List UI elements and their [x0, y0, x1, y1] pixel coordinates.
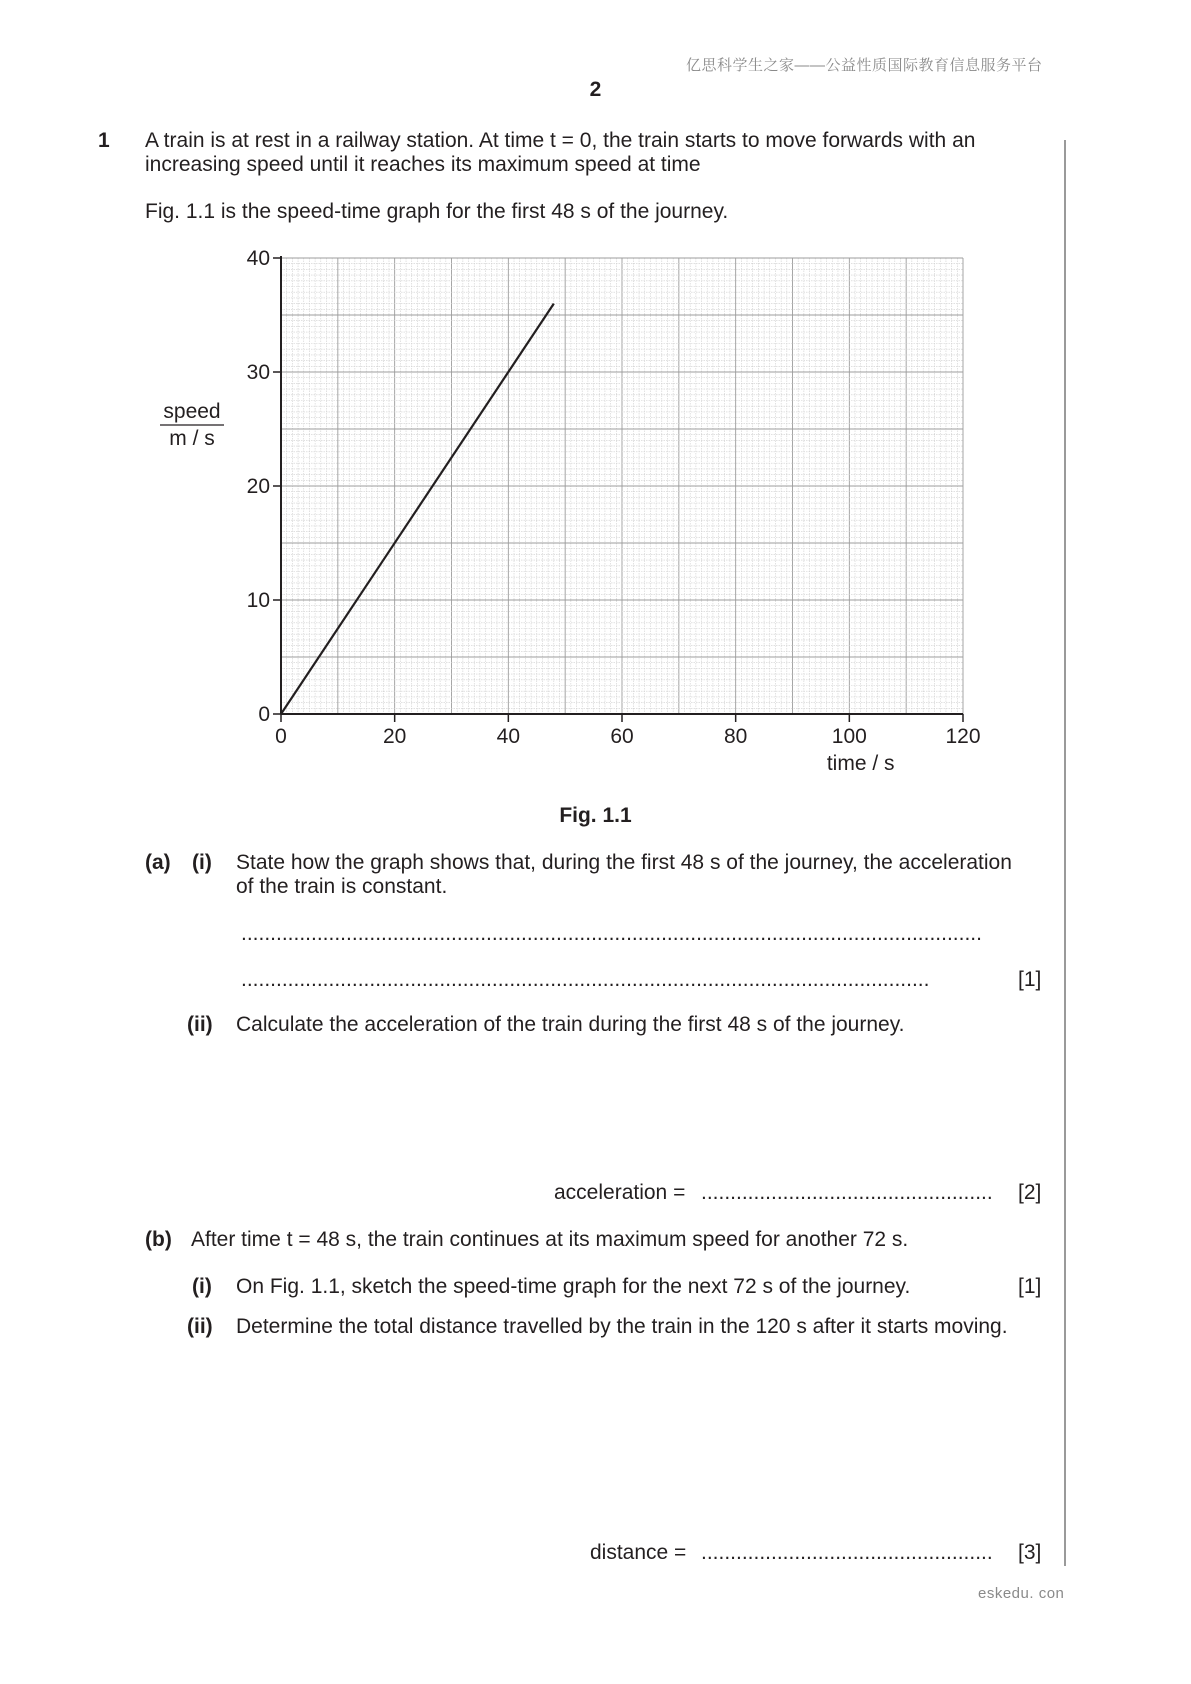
part-a-i-label: (i) [192, 851, 212, 874]
part-b-label: (b) [145, 1228, 172, 1251]
page-number: 2 [589, 78, 602, 101]
part-a-ii-text: Calculate the acceleration of the train during the first 48 s of the journey. [236, 1013, 905, 1036]
question-intro-line2: increasing speed until it reaches its maximum speed at time [145, 153, 701, 176]
speed-time-chart [150, 244, 981, 784]
acceleration-label: acceleration = [554, 1181, 686, 1204]
answer-line-1: ............................................................................................................................... [241, 922, 982, 945]
y-axis-label-top: speed [163, 400, 221, 423]
x-axis-label: time / s [826, 752, 895, 775]
part-a-label: (a) [145, 851, 171, 874]
part-b-i-text: On Fig. 1.1, sketch the speed-time graph for the next 72 s of the journey. [236, 1275, 911, 1298]
distance-answer-line: .................................................. [701, 1541, 993, 1564]
y-tick-label: 30 [246, 361, 270, 384]
acceleration-answer-line: .................................................. [701, 1181, 993, 1204]
part-a-i-text-line1: State how the graph shows that, during the first 48 s of the journey, the acceleration [236, 851, 1012, 874]
y-tick-label: 20 [246, 475, 270, 498]
question-number: 1 [98, 129, 110, 152]
part-b-text: After time t = 48 s, the train continues at its maximum speed for another 72 s. [191, 1228, 909, 1251]
y-axis-label-bottom: m / s [169, 427, 215, 450]
part-a-i-marks: [1] [1018, 968, 1042, 991]
part-b-i-label: (i) [192, 1275, 212, 1298]
part-a-i-text-line2: of the train is constant. [236, 875, 448, 898]
x-tick-label: 60 [610, 725, 634, 748]
answer-line-2: ...................................................................................................................... [241, 968, 930, 991]
x-tick-label: 80 [723, 725, 748, 748]
y-tick-label: 40 [246, 247, 270, 270]
x-tick-label: 120 [945, 725, 981, 748]
part-b-ii-label: (ii) [187, 1315, 213, 1338]
part-b-ii-text: Determine the total distance travelled by the train in the 120 s after it starts moving. [236, 1315, 1008, 1338]
figure-intro: Fig. 1.1 is the speed-time graph for the first 48 s of the journey. [145, 200, 729, 223]
x-tick-label: 20 [382, 725, 407, 748]
margin-rule [1064, 140, 1066, 1566]
part-a-ii-label: (ii) [187, 1013, 213, 1036]
question-intro-line1: A train is at rest in a railway station. At time t = 0, the train starts to move forwards with an [145, 129, 976, 152]
y-tick-label: 0 [258, 703, 270, 726]
distance-label: distance = [590, 1541, 687, 1564]
x-tick-label: 0 [275, 725, 287, 748]
part-a-ii-marks: [2] [1018, 1181, 1042, 1204]
part-b-i-marks: [1] [1018, 1275, 1042, 1298]
footer-site: eskedu. con [978, 1585, 1065, 1602]
part-b-ii-marks: [3] [1018, 1541, 1042, 1564]
x-tick-label: 40 [496, 725, 521, 748]
figure-caption: Fig. 1.1 [559, 804, 632, 827]
x-tick-label: 100 [831, 725, 867, 748]
y-tick-label: 10 [246, 589, 270, 612]
watermark-header: 亿思科学生之家——公益性质国际教育信息服务平台 [686, 57, 1043, 74]
